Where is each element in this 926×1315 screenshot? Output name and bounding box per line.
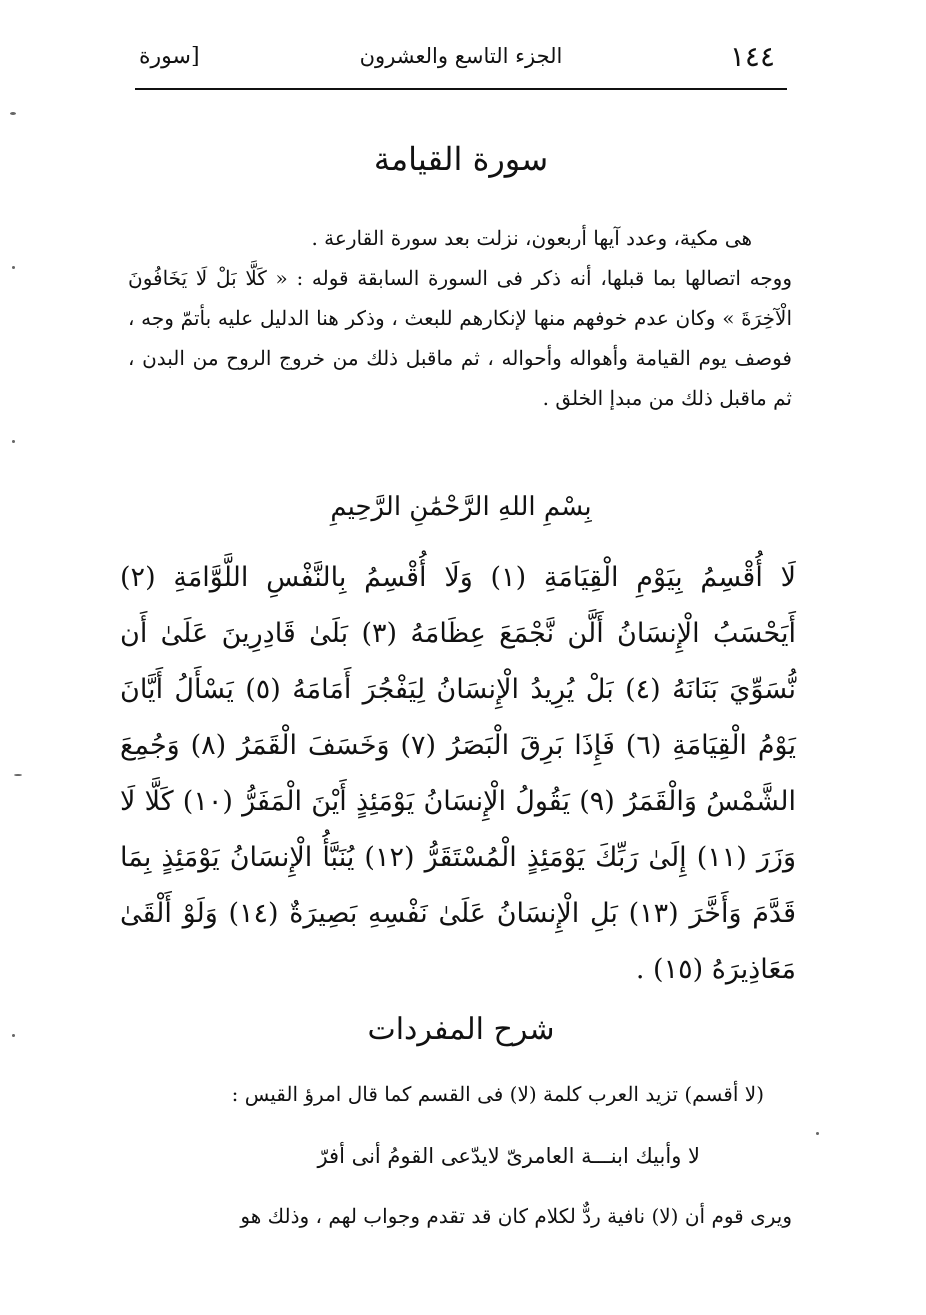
page-number: ١٤٤ [729, 40, 775, 73]
surah-tag: [سورة [139, 44, 200, 69]
scan-speck [10, 112, 16, 115]
intro-paragraph-2: ووجه اتصالها بما قبلها، أنه ذكر فى السورة السابقة قوله : « كَلَّا بَلْ لَا يَخَافُونَ الْآخِرَةَ » وكان عدم خوفهم منها لإنكارهم للبعث ، وذكر هنا الدليل عليه بأتمّ وجه ، فوصف يوم القيامة وأهواله وأحواله ، ثم ماقبل ذلك من خروج الروح من البدن ، ثم ماقبل ذلك من مبدإ الخلق . [128, 266, 792, 410]
header-rule [135, 88, 787, 90]
scan-speck [14, 774, 22, 776]
scan-speck [12, 266, 15, 269]
note-line-1: (لا أقسم) تزيد العرب كلمة (لا) فى القسم كما قال امرؤ القيس : [231, 1082, 764, 1106]
scan-speck [12, 1034, 15, 1037]
intro-paragraph-1: هى مكية، وعدد آيها أربعون، نزلت بعد سورة القارعة . [311, 226, 752, 250]
poem-verse: لا وأبيك ابنـــة العامرىّ لايدّعى القومُ أنى أفرّ [317, 1144, 700, 1168]
quran-verses: لَا أُقْسِمُ بِيَوْمِ الْقِيَامَةِ (١) وَلَا أُقْسِمُ بِالنَّفْسِ اللَّوَّامَةِ (٢) أَيَحْسَبُ الْإِنسَانُ أَلَّن نَّجْمَعَ عِظَامَهُ (٣) بَلَىٰ قَادِرِينَ عَلَىٰ أَن نُّسَوِّيَ بَنَانَهُ (٤) بَلْ يُرِيدُ الْإِنسَانُ لِيَفْجُرَ أَمَامَهُ (٥) يَسْأَلُ أَيَّانَ يَوْمُ الْقِيَامَةِ (٦) فَإِذَا بَرِقَ الْبَصَرُ (٧) وَخَسَفَ الْقَمَرُ (٨) وَجُمِعَ الشَّمْسُ وَالْقَمَرُ (٩) يَقُولُ الْإِنسَانُ يَوْمَئِذٍ أَيْنَ الْمَفَرُّ (١٠) كَلَّا لَا وَزَرَ (١١) إِلَىٰ رَبِّكَ يَوْمَئِذٍ الْمُسْتَقَرُّ (١٢) يُنَبَّأُ الْإِنسَانُ يَوْمَئِذٍ بِمَا قَدَّمَ وَأَخَّرَ (١٣) بَلِ الْإِنسَانُ عَلَىٰ نَفْسِهِ بَصِيرَةٌ (١٤) وَلَوْ أَلْقَىٰ مَعَاذِيرَهُ (١٥) . [120, 562, 796, 985]
note-line-3: ويرى قوم أن (لا) نافية ردٌّ لكلام كان قد تقدم وجواب لهم ، وذلك هو [240, 1204, 792, 1228]
juz-title: الجزء التاسع والعشرون [359, 44, 563, 68]
page-header [135, 38, 787, 90]
surah-heading: سورة القيامة [373, 140, 549, 178]
intro-text [128, 218, 792, 418]
basmala: بِسْمِ اللهِ الرَّحْمَٰنِ الرَّحِيمِ [330, 492, 592, 522]
scan-speck [12, 440, 15, 443]
scan-speck [816, 1132, 819, 1135]
vocabulary-heading: شرح المفردات [367, 1012, 555, 1047]
